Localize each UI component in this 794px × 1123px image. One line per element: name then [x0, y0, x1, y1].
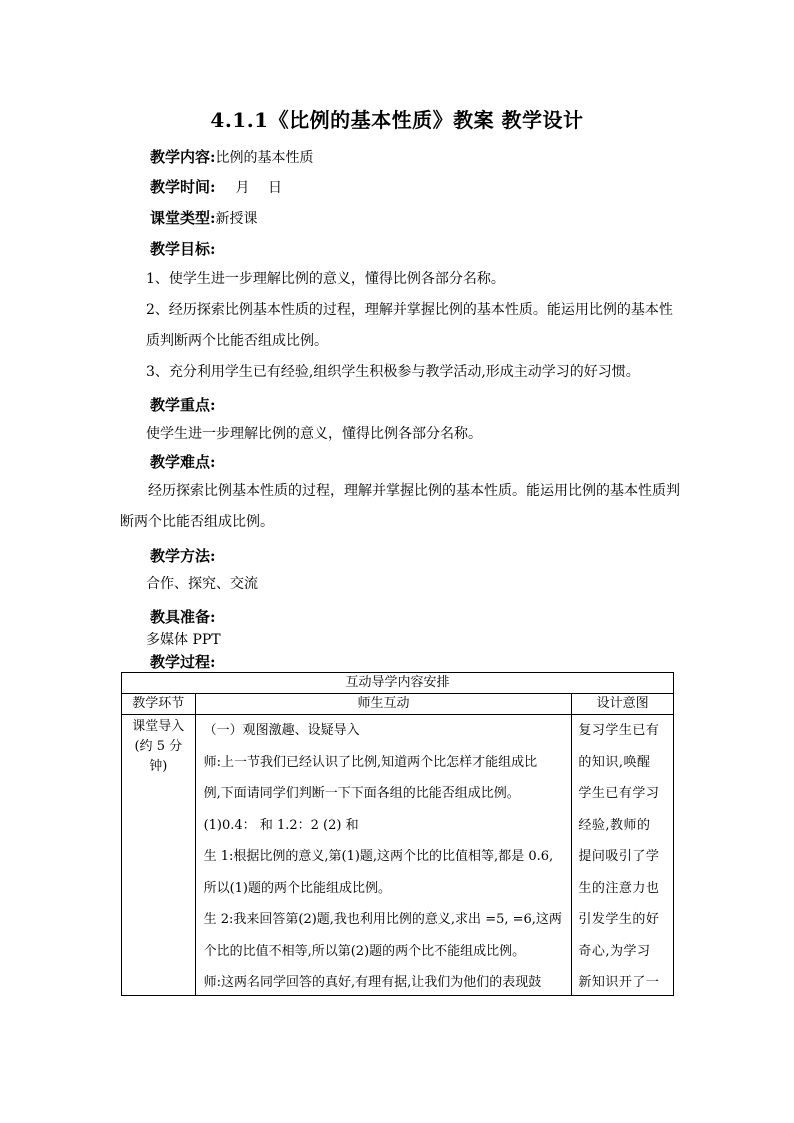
interaction-line: （一）观图激趣、设疑导入 [203, 723, 360, 738]
type-label: 课堂类型: [150, 209, 216, 227]
stage-line-3: 钟) [149, 759, 168, 774]
intent-line: 奇心,为学习 [578, 943, 651, 959]
goal-item-1: 1、使学生进一步理解比例的意义，懂得比例各部分名称。 [146, 271, 505, 287]
time-label: 教学时间: [150, 178, 216, 196]
interaction-line: (1)0.4： 和 1.2：2 (2) 和 [203, 817, 359, 833]
time-value: 月 日 [235, 180, 282, 196]
table-row [122, 715, 674, 996]
interaction-line: 例,下面请同学们判断一下下面各组的比能否组成比例。 [203, 786, 520, 801]
intent-line: 的知识,唤醒 [578, 754, 651, 770]
stage-cell [122, 715, 196, 996]
difficulty-label: 教学难点: [150, 453, 216, 471]
key-point-label: 教学重点: [150, 396, 216, 414]
tools-heading [150, 606, 216, 627]
intent-line: 提问吸引了学 [578, 849, 660, 864]
header-stage: 教学环节 [122, 694, 196, 715]
difficulty-heading [150, 451, 216, 472]
interaction-line: 生 1:根据比例的意义,第(1)题,这两个比的比值相等,都是 0.6, [203, 849, 554, 864]
difficulty-value: 经历探索比例基本性质的过程，理解并掌握比例的基本性质。能运用比例的基本性质判断两个比能否组成比例。 [120, 483, 680, 530]
intent-line: 生的注意力也 [578, 880, 660, 896]
method-label: 教学方法: [150, 547, 216, 565]
type-value: 新授课 [215, 211, 258, 227]
goals-label: 教学目标: [150, 240, 216, 258]
header-interaction: 师生互动 [195, 694, 572, 715]
stage-line-2: (约 5 分 [134, 739, 183, 754]
key-point-heading [150, 394, 216, 415]
tools-label: 教具准备: [150, 608, 216, 626]
goals-heading [150, 238, 216, 259]
key-point-value: 使学生进一步理解比例的意义，懂得比例各部分名称。 [146, 426, 482, 442]
method-value: 合作、探究、交流 [146, 576, 258, 592]
header-intent: 设计意图 [572, 694, 674, 715]
process-heading [150, 651, 216, 672]
interaction-line: 师:上一节我们已经认识了比例,知道两个比怎样才能组成比 [203, 754, 538, 770]
document-title: 4.1.1《比例的基本性质》教案 教学设计 [210, 108, 584, 132]
intent-line: 复习学生已有 [578, 723, 660, 738]
interaction-line: 个比的比值不相等,所以第(2)题的两个比不能组成比例。 [203, 943, 526, 959]
intent-line: 经验,教师的 [578, 817, 651, 833]
intent-line: 新知识开了一 [578, 975, 660, 990]
method-heading [150, 545, 216, 566]
interaction-line: 所以(1)题的两个比能组成比例。 [203, 880, 392, 896]
intent-cell [572, 715, 674, 996]
stage-line-1: 课堂导入 [132, 719, 185, 734]
tools-value: 多媒体 PPT [146, 632, 221, 648]
interaction-line: 生 2:我来回答第(2)题,我也利用比例的意义,求出 =5, =6,这两 [203, 912, 562, 927]
goal-item-2: 2、经历探索比例基本性质的过程，理解并掌握比例的基本性质。能运用比例的基本性质判断两个比能否组成比例。 [146, 302, 673, 349]
goal-item-3: 3、充分利用学生已有经验,组织学生积极参与教学活动,形成主动学习的好习惯。 [146, 364, 640, 380]
content-value: 比例的基本性质 [215, 150, 314, 166]
content-line [150, 146, 314, 167]
interaction-cell [195, 715, 572, 996]
table-header-row [122, 694, 674, 715]
interaction-line: 师:这两名同学回答的真好,有理有据,让我们为他们的表现鼓 [203, 975, 542, 990]
table-caption-row [122, 673, 674, 694]
intent-line: 引发学生的好 [578, 912, 660, 927]
time-line [150, 176, 282, 197]
content-label: 教学内容: [150, 148, 216, 166]
table-caption: 互动导学内容安排 [122, 673, 674, 694]
intent-line: 学生已有学习 [578, 786, 660, 801]
process-table [121, 672, 674, 996]
type-line [150, 207, 258, 228]
process-label: 教学过程: [150, 653, 216, 671]
